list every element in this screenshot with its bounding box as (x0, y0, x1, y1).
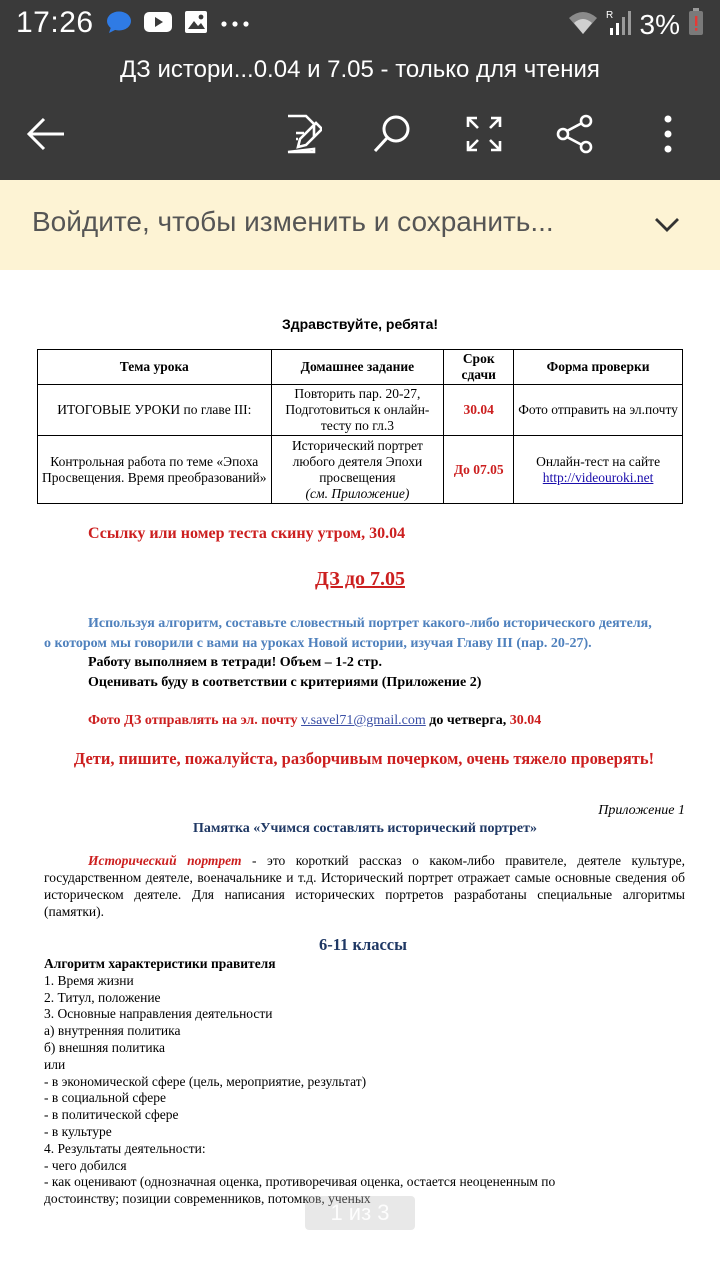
portrait-definition (44, 852, 685, 920)
edit-button[interactable] (278, 110, 326, 158)
document-page[interactable] (0, 270, 720, 1280)
status-bar (0, 0, 720, 48)
back-arrow-icon (26, 116, 66, 152)
algorithm-title: Алгоритм характеристики правителя (44, 956, 276, 971)
document-title: ДЗ истори...0.04 и 7.05 - только для чтения (120, 56, 600, 83)
check-text: Онлайн-тест на сайте (536, 453, 661, 469)
more-options-button[interactable] (644, 110, 692, 158)
list-item: - чего добился (44, 1157, 127, 1173)
photo-date: 30.04 (509, 713, 542, 728)
memo-title: Памятка «Учимся составлять исторический портрет» (193, 821, 537, 836)
appendix-label: Приложение 1 (598, 803, 685, 818)
list-item: - в культуре (44, 1123, 112, 1139)
homework-note: (см. Приложение) (305, 485, 410, 501)
homework-table (37, 349, 683, 504)
table-cell-homework: Повторить пар. 20-27, Подготовиться к онлайн-тесту по гл.3 (271, 385, 444, 436)
list-item: - в социальной сфере (44, 1090, 167, 1106)
table-header: Форма проверки (514, 350, 683, 385)
email-link[interactable]: v.savel71@gmail.com (301, 713, 426, 728)
photo-instruction (88, 712, 541, 729)
app-bar (0, 48, 720, 180)
gallery-icon (184, 10, 208, 39)
search-icon (372, 114, 412, 154)
list-item: - как оценивают (однозначная оценка, противоречивая оценка, остается неоцененным по (44, 1174, 556, 1190)
table-header: Срок сдачи (444, 350, 514, 385)
wifi-icon (568, 9, 598, 40)
table-cell-deadline: 30.04 (444, 385, 514, 436)
fullscreen-button[interactable] (460, 110, 508, 158)
table-cell-topic: Контрольная работа по теме «Эпоха Просвещения. Время преобразований» (38, 436, 272, 504)
search-button[interactable] (368, 110, 416, 158)
hw-heading: ДЗ до 7.05 (315, 568, 405, 590)
list-item: - в политической сфере (44, 1107, 179, 1123)
algorithm-list (44, 956, 685, 1208)
table-row (38, 385, 683, 436)
signal-icon (606, 8, 632, 41)
table-header: Домашнее задание (271, 350, 444, 385)
test-notice: Ссылку или номер теста скину утром, 30.04 (88, 525, 406, 542)
sign-in-banner-text: Войдите, чтобы изменить и сохранить... (32, 206, 554, 237)
table-row (38, 436, 683, 504)
grades-heading: 6-11 классы (318, 935, 407, 954)
greeting: Здравствуйте, ребята! (281, 316, 439, 332)
page-indicator: 1 из 3 (305, 1196, 415, 1230)
photo-mid: до четверга, (429, 713, 507, 728)
list-item: 1. Время жизни (44, 972, 134, 988)
list-item: 4. Результаты деятельности: (44, 1140, 206, 1156)
table-cell-deadline: До 07.05 (444, 436, 514, 504)
table-cell-topic: ИТОГОВЫЕ УРОКИ по главе III: (38, 385, 272, 436)
list-item: - в экономической сфере (цель, мероприятие, результат) (44, 1073, 367, 1089)
fullscreen-icon (465, 115, 503, 153)
videouroki-link[interactable]: http://videouroki.net (542, 469, 654, 485)
battery-percent: 3% (639, 8, 680, 40)
list-item: б) внешняя политика (44, 1039, 165, 1055)
chat-bubble-icon (106, 10, 132, 39)
photo-prefix: Фото ДЗ отправлять на эл. почту (88, 713, 298, 728)
table-header-row (38, 350, 683, 385)
list-item: а) внутренняя политика (44, 1023, 181, 1039)
status-time: 17:26 (16, 6, 94, 39)
criteria-line: Оценивать буду в соответствии с критериями (Приложение 2) (88, 675, 482, 690)
portrait-def: - это короткий рассказ о каком-либо правителе, деятеле культуре, государственном деятеле, военачальнике и т.д. Исторический портрет отражает самые основные сведения об историческом деятеле. Для написания исторических портретов разработаны специальные алгоритмы (памятки). (44, 853, 685, 919)
battery-icon (688, 8, 704, 41)
share-button[interactable] (551, 110, 599, 158)
more-vert-icon (663, 114, 673, 154)
work-line: Работу выполняем в тетради! Объем – 1-2 стр. (88, 655, 382, 670)
table-cell-homework (271, 436, 444, 504)
share-icon (555, 114, 595, 154)
sign-in-banner[interactable] (0, 180, 720, 270)
task-line: о котором мы говорили с вами на уроках Новой истории, изучая Главу III (пар. 20-27). (44, 636, 592, 651)
back-button[interactable] (22, 110, 70, 158)
list-item: 3. Основные направления деятельности (44, 1006, 273, 1022)
chevron-down-icon[interactable] (650, 208, 684, 242)
more-dots-icon (220, 16, 250, 34)
list-item: 2. Титул, положение (44, 989, 161, 1005)
table-cell-check (514, 436, 683, 504)
table-header: Тема урока (38, 350, 272, 385)
portrait-term: Исторический портрет (88, 853, 242, 868)
table-cell-check: Фото отправить на эл.почту (514, 385, 683, 436)
svg-text:R: R (605, 10, 613, 21)
list-item: достоинству; позиции современников, потомков, ученых (44, 1191, 371, 1207)
list-item: или (44, 1056, 66, 1072)
task-line: Используя алгоритм, составьте словестный портрет какого-либо исторического деятеля, (88, 616, 652, 631)
homework-text: Исторический портрет любого деятеля Эпохи просвещения (291, 437, 423, 485)
youtube-icon (144, 11, 172, 38)
edit-document-icon (282, 113, 322, 155)
handwriting-note: Дети, пишите, пожалуйста, разборчивым почерком, очень тяжело проверять! (73, 749, 655, 768)
